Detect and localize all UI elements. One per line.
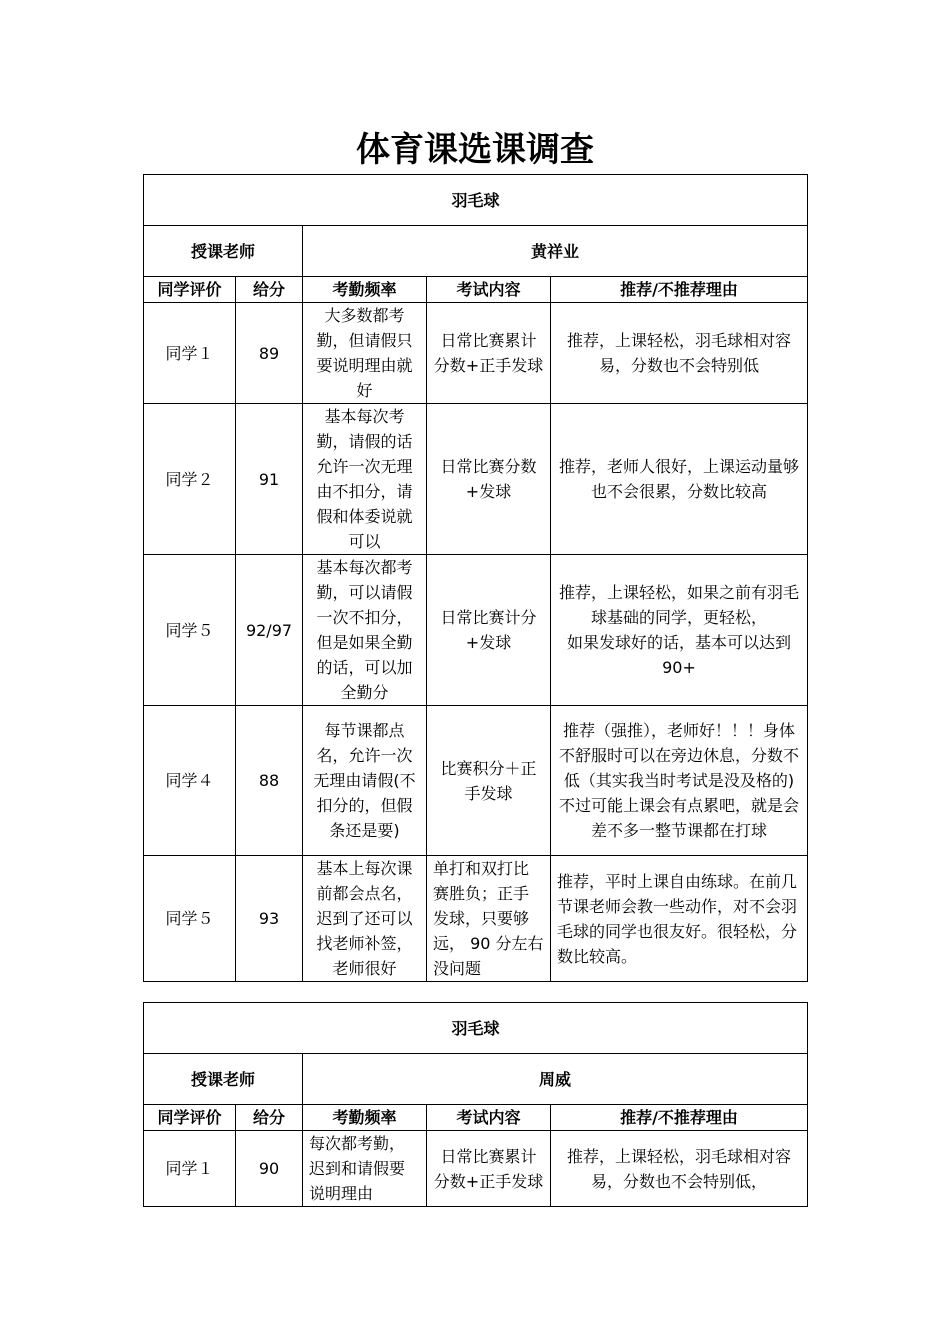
score-cell: 91: [236, 404, 303, 555]
header-attendance: 考勤频率: [303, 277, 427, 303]
reason-cell: [551, 303, 808, 404]
column-header-row: [144, 277, 808, 303]
student-cell: 同学５: [144, 856, 236, 982]
teacher-label: 授课老师: [144, 226, 303, 277]
table-row: [144, 1131, 808, 1207]
table-row: [144, 555, 808, 706]
header-student: 同学评价: [144, 1105, 236, 1131]
header-reason: 推荐/不推荐理由: [551, 277, 808, 303]
student-cell: 同学１: [144, 1131, 236, 1207]
attendance-text: 基本每次都考勤，可以请假一次不扣分，但是如果全勤的话，可以加全勤分: [316, 558, 413, 702]
score-cell: 90: [236, 1131, 303, 1207]
exam-text: 日常比赛计分+发球: [440, 608, 537, 652]
header-reason: 推荐/不推荐理由: [551, 1105, 808, 1131]
header-score: 给分: [236, 1105, 303, 1131]
header-student: 同学评价: [144, 277, 236, 303]
header-exam: 考试内容: [427, 1105, 551, 1131]
exam-text: 日常比赛累计分数+正手发球: [433, 1146, 544, 1191]
sport-name: 羽毛球: [144, 175, 808, 226]
exam-text: 日常比赛累计分数+正手发球: [433, 331, 544, 375]
attendance-cell: [303, 1131, 427, 1207]
survey-table-2: [143, 1002, 808, 1207]
student-cell: 同学２: [144, 404, 236, 555]
page-title: 体育课选课调查: [356, 130, 594, 170]
attendance-text: 基本上每次课前都会点名，迟到了还可以找老师补签，老师很好: [316, 859, 413, 978]
exam-cell: [427, 706, 551, 856]
attendance-cell: [303, 303, 427, 404]
exam-cell: [427, 404, 551, 555]
reason-text: 推荐，上课轻松，如果之前有羽毛球基础的同学，更轻松， 如果发球好的话，基本可以达到90+: [558, 583, 799, 677]
teacher-name: 黄祥业: [303, 226, 808, 277]
student-cell: 同学４: [144, 706, 236, 856]
teacher-label: 授课老师: [144, 1054, 303, 1105]
exam-cell: [427, 555, 551, 706]
score-cell: 89: [236, 303, 303, 404]
reason-cell: [551, 856, 808, 982]
attendance-text: 大多数都考勤，但请假只要说明理由就好: [316, 306, 413, 400]
attendance-text: 每次都考勤，迟到和请假要说明理由: [309, 1134, 406, 1203]
attendance-cell: [303, 706, 427, 856]
header-attendance: 考勤频率: [303, 1105, 427, 1131]
reason-text: 推荐，平时上课自由练球。在前几节课老师会教一些动作，对不会羽毛球的同学也很友好。很轻松，分数比较高。: [557, 871, 798, 966]
score-cell: 92/97: [236, 555, 303, 706]
score-cell: 88: [236, 706, 303, 856]
exam-cell: [427, 303, 551, 404]
score-cell: 93: [236, 856, 303, 982]
exam-cell: [427, 1131, 551, 1207]
student-cell: 同学１: [144, 303, 236, 404]
reason-cell: [551, 555, 808, 706]
reason-cell: [551, 404, 808, 555]
attendance-text: 基本每次考勤，请假的话允许一次无理由不扣分，请假和体委说就可以: [316, 407, 413, 551]
reason-text: 推荐，上课轻松，羽毛球相对容易，分数也不会特别低，: [566, 1146, 791, 1191]
reason-cell: [551, 1131, 808, 1207]
exam-text: 比赛积分＋正手发球: [440, 758, 537, 803]
exam-text: 日常比赛分数+发球: [440, 457, 537, 501]
attendance-text: 每节课都点名，允许一次无理由请假(不扣分的，但假条还是要): [313, 721, 416, 840]
teacher-name: 周威: [303, 1054, 808, 1105]
reason-text: 推荐，老师人很好，上课运动量够也不会很累，分数比较高: [558, 457, 799, 501]
student-cell: 同学５: [144, 555, 236, 706]
attendance-cell: [303, 555, 427, 706]
table-row: [144, 856, 808, 982]
reason-text: 推荐（强推），老师好！！！身体不舒服时可以在旁边休息，分数不低（其实我当时考试是没及格的) 不过可能上课会有点累吧，就是会差不多一整节课都在打球: [558, 721, 799, 840]
header-score: 给分: [236, 277, 303, 303]
reason-cell: [551, 706, 808, 856]
header-exam: 考试内容: [427, 277, 551, 303]
exam-text: 单打和双打比赛胜负；正手发球，只要够远， 90 分左右没问题: [433, 859, 544, 978]
survey-table-1: [143, 174, 808, 982]
sport-name: 羽毛球: [144, 1003, 808, 1054]
attendance-cell: [303, 856, 427, 982]
table-row: [144, 303, 808, 404]
reason-text: 推荐，上课轻松，羽毛球相对容易，分数也不会特别低: [566, 331, 791, 375]
table-row: [144, 706, 808, 856]
exam-cell: [427, 856, 551, 982]
table-row: [144, 404, 808, 555]
attendance-cell: [303, 404, 427, 555]
column-header-row: [144, 1105, 808, 1131]
